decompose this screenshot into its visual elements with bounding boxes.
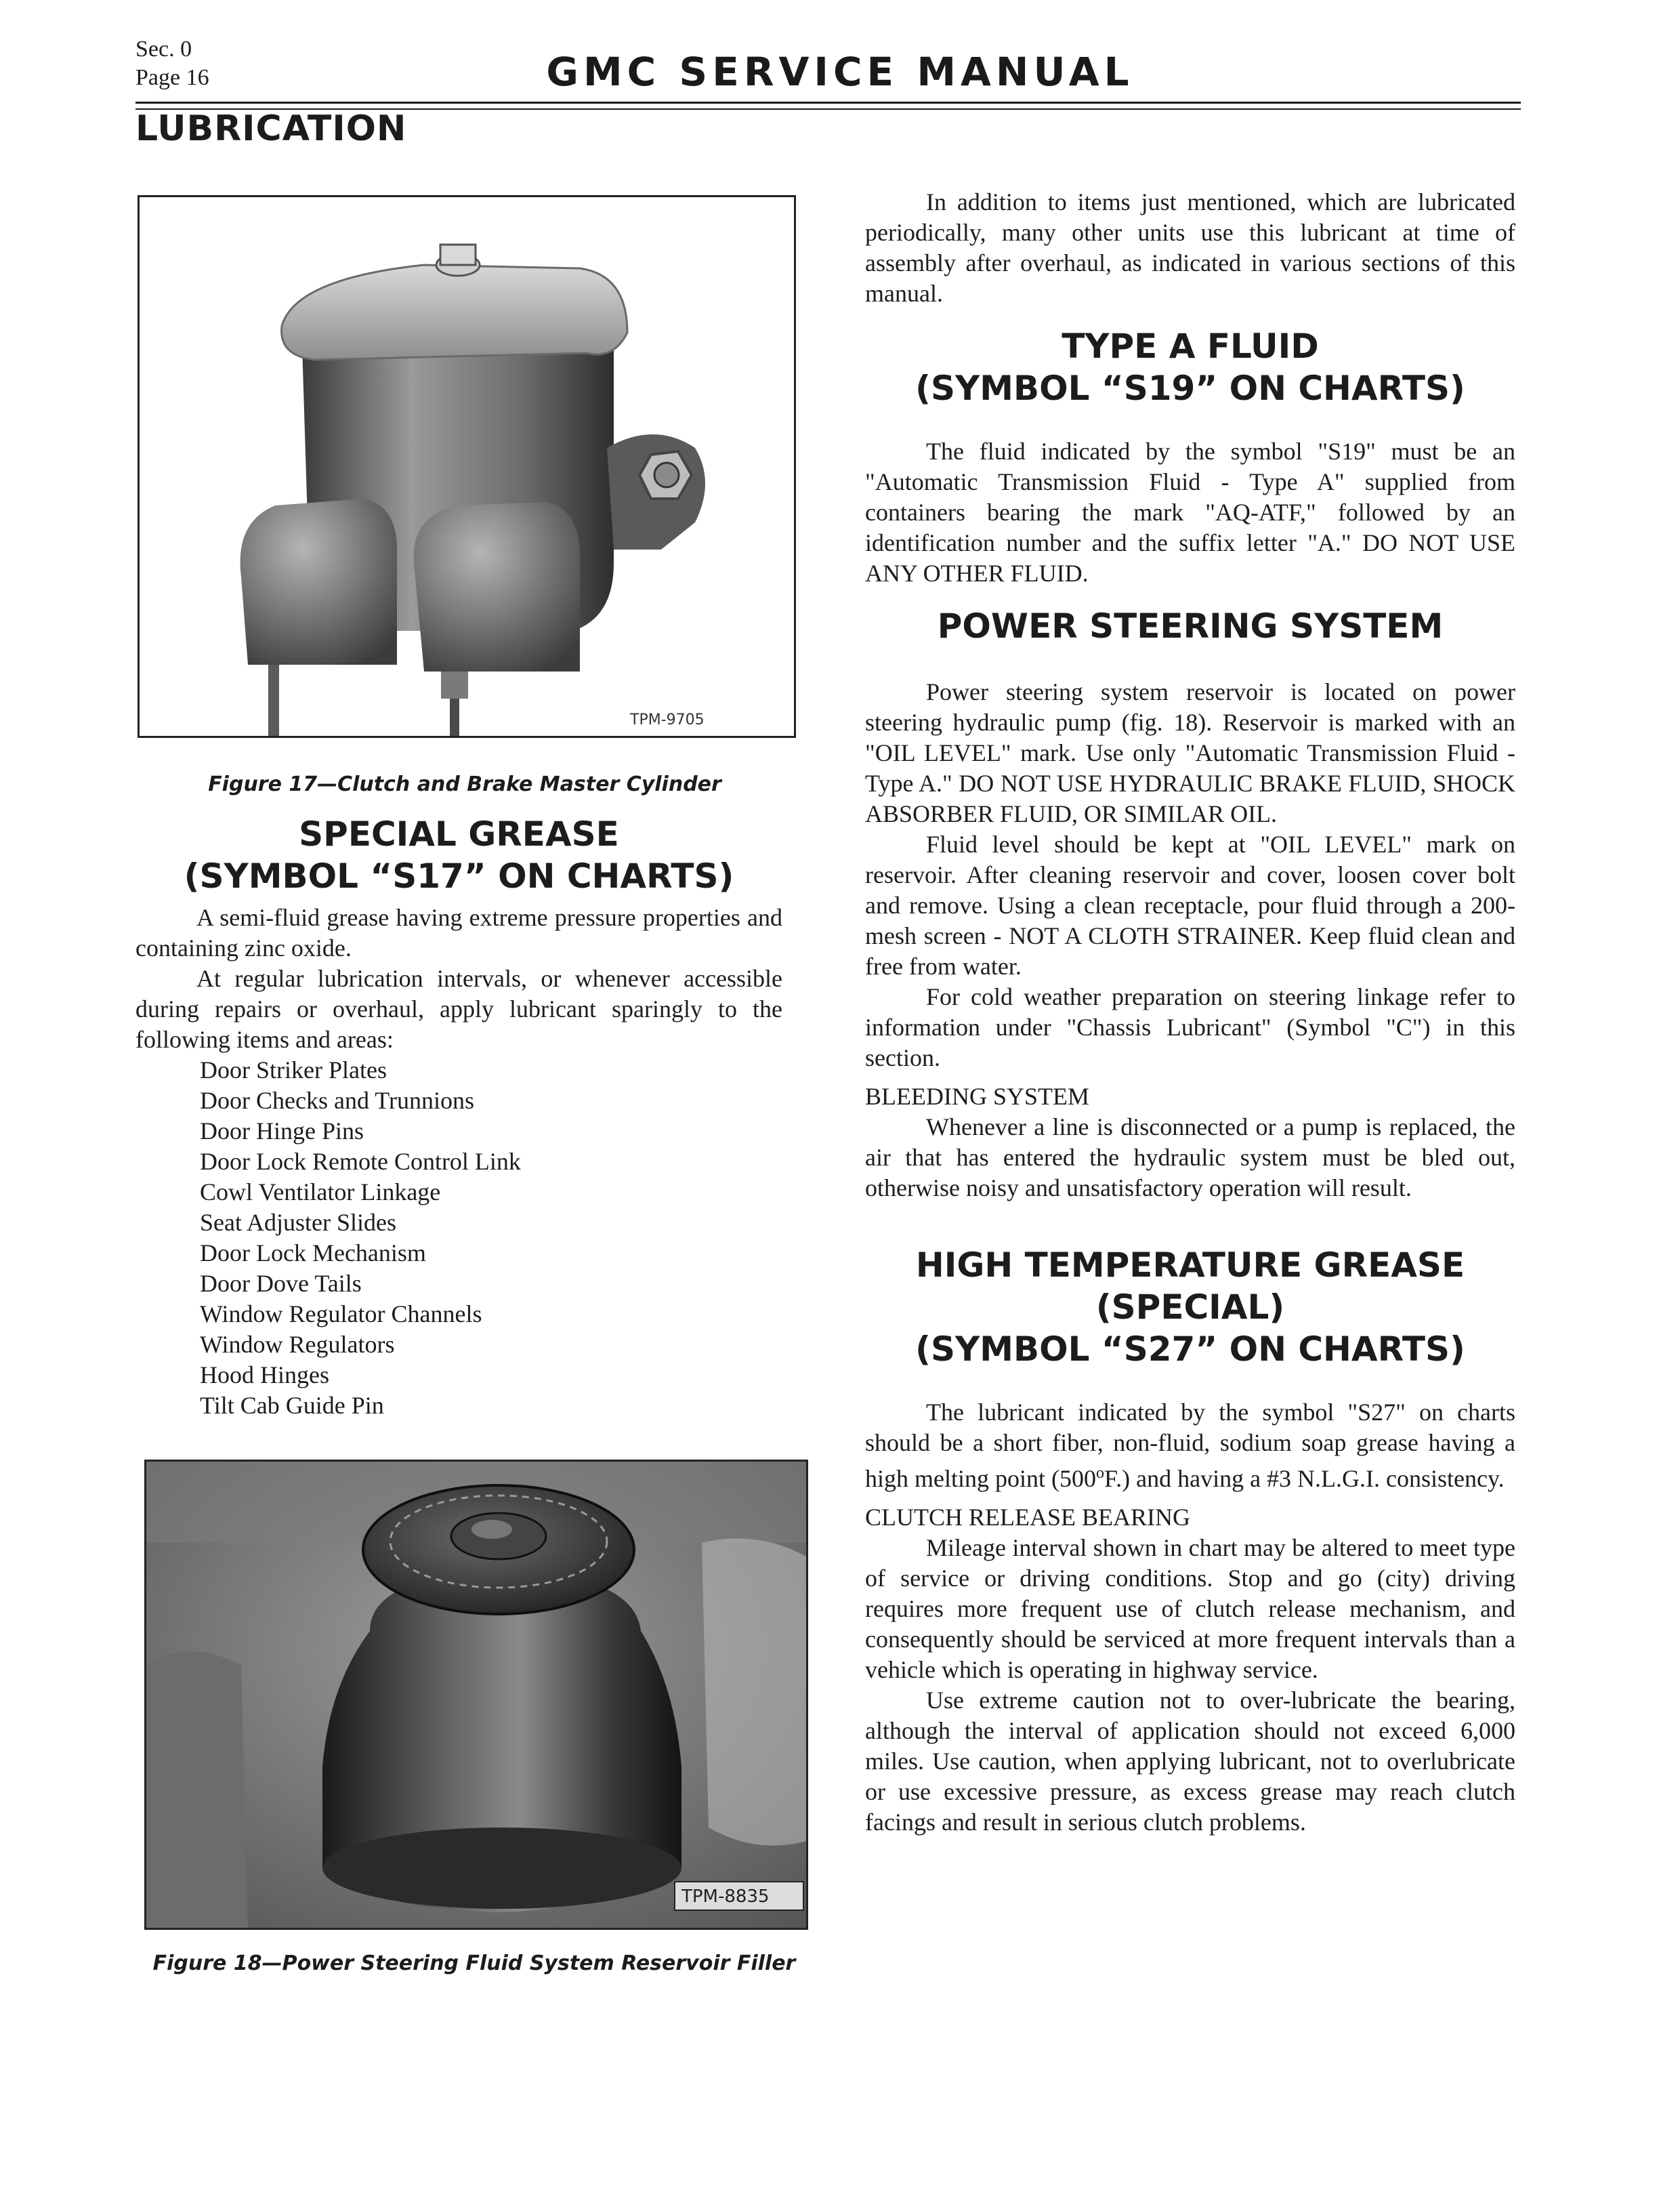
figure-18-code: TPM-8835	[681, 1886, 770, 1907]
page-number: Page 16	[135, 65, 209, 90]
list-item: Hood Hinges	[200, 1361, 329, 1388]
high-temp-text-b: F.) and having a #3 N.L.G.I. consistency.	[1104, 1465, 1505, 1492]
special-grease-application: At regular lubrication intervals, or whenever accessible during repairs or overhaul, apply lubricant sparingly to the following items and areas:	[135, 965, 782, 1053]
list-item: Door Dove Tails	[200, 1270, 362, 1297]
list-item: Door Checks and Trunnions	[200, 1087, 475, 1114]
figure-17-caption: Figure 17—Clutch and Brake Master Cylinder	[208, 772, 721, 796]
list-item: Door Hinge Pins	[200, 1117, 364, 1144]
power-steering-p3: For cold weather preparation on steering linkage refer to information under "Chassis Lubricant" (Symbol "C") in this section.	[865, 983, 1515, 1071]
list-item: Window Regulator Channels	[200, 1300, 482, 1327]
list-item: Seat Adjuster Slides	[200, 1209, 396, 1236]
intro-paragraph: In addition to items just mentioned, which are lubricated periodically, many other units use this lubricant at time of assembly after overhaul, as indicated in various sections of this manual.	[865, 188, 1515, 307]
power-steering-p2: Fluid level should be kept at "OIL LEVEL" mark on reservoir. After cleaning reservoir and cover, loosen cover bolt and remove. Using a clean receptacle, pour fluid through a 200-mesh screen - NOT A CLOTH STRAINER. Keep fluid clean and free from water.	[865, 831, 1515, 980]
power-steering-p1: Power steering system reservoir is located on power steering hydraulic pump (fig. 18). Reservoir is marked with an "OIL LEVEL" mark. Use only "Automatic Transmission Fluid - Type A." DO NOT USE HYDRAULIC BRAKE FLUID, SHOCK ABSORBER FLUID, OR SIMILAR OIL.	[865, 678, 1515, 827]
left-column	[135, 813, 782, 1421]
clutch-release-heading: CLUTCH RELEASE BEARING	[865, 1504, 1190, 1531]
list-item: Door Lock Mechanism	[200, 1239, 426, 1266]
figure-17-frame	[138, 195, 796, 738]
type-a-paragraph: The fluid indicated by the symbol "S19" must be an "Automatic Transmission Fluid - Type A" supplied from containers bearing the mark "AQ-ATF," followed by an identification number and the suffix letter "A." DO NOT USE ANY OTHER FLUID.	[865, 438, 1515, 587]
type-a-heading: TYPE A FLUID	[1062, 327, 1319, 366]
lubrication-items-list	[135, 1055, 782, 1421]
clutch-release-p1: Mileage interval shown in chart may be altered to meet type of service or driving conditions. Stop and go (city) driving requires more frequent use of clutch release mechanism, and consequently should be serviced at more frequent intervals than a vehicle which is operating in highway service.	[865, 1534, 1515, 1683]
header-rule	[135, 102, 1521, 104]
clutch-release-p2: Use extreme caution not to over-lubricate the bearing, although the interval of application should not exceed 6,000 miles. Use caution, when applying lubricant, not to overlubricate or use excessive pressure, as excess grease may reach clutch facings and result in serious clutch problems.	[865, 1687, 1515, 1836]
high-temp-paragraph	[865, 1397, 1515, 1494]
figure-18-caption: Figure 18—Power Steering Fluid System Reservoir Filler	[152, 1952, 796, 1975]
special-grease-heading: SPECIAL GREASE	[299, 814, 619, 854]
reservoir-filler-photo	[146, 1462, 806, 1928]
list-item: Window Regulators	[200, 1331, 395, 1358]
list-item: Tilt Cab Guide Pin	[200, 1392, 384, 1419]
degree-symbol: o	[1095, 1464, 1104, 1482]
list-item: Door Lock Remote Control Link	[200, 1148, 521, 1175]
section-title: LUBRICATION	[135, 108, 407, 149]
high-temp-symbol-heading: (SYMBOL “S27” ON CHARTS)	[915, 1329, 1465, 1369]
list-item: Cowl Ventilator Linkage	[200, 1178, 441, 1205]
master-cylinder-photo	[140, 197, 794, 736]
special-grease-symbol-heading: (SYMBOL “S17” ON CHARTS)	[184, 856, 734, 896]
figure-18-frame	[144, 1460, 808, 1930]
power-steering-heading: POWER STEERING SYSTEM	[937, 606, 1444, 646]
sec-label: Sec. 0	[135, 37, 192, 62]
high-temp-heading: HIGH TEMPERATURE GREASE (SPECIAL)	[915, 1245, 1465, 1327]
right-column	[865, 187, 1515, 1838]
list-item: Door Striker Plates	[200, 1056, 387, 1083]
figure-17-code: TPM-9705	[630, 711, 705, 728]
type-a-symbol-heading: (SYMBOL “S19” ON CHARTS)	[915, 369, 1465, 408]
bleeding-system-paragraph: Whenever a line is disconnected or a pump is replaced, the air that has entered the hydraulic system must be bled out, otherwise noisy and unsatisfactory operation will result.	[865, 1113, 1515, 1201]
manual-title: GMC SERVICE MANUAL	[546, 49, 1134, 95]
bleeding-system-heading: BLEEDING SYSTEM	[865, 1083, 1089, 1110]
high-temp-text-a: The lubricant indicated by the symbol "S27" on charts should be a short fiber, non-fluid, sodium soap grease having a high melting point (500	[865, 1399, 1515, 1492]
special-grease-description: A semi-fluid grease having extreme pressure properties and containing zinc oxide.	[135, 904, 782, 962]
